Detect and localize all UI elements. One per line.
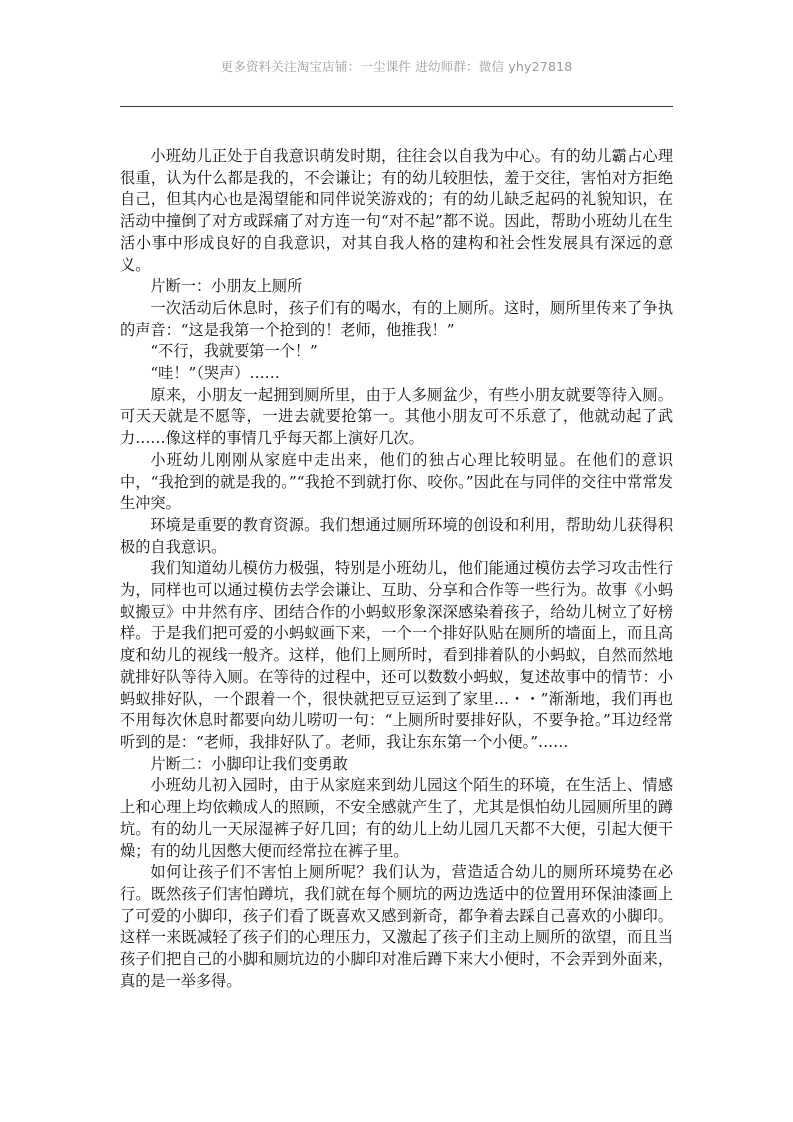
paragraph: 小班幼儿刚刚从家庭中走出来，他们的独占心理比较明显。在他们的意识中，“我抢到的就是我的。”“我抢不到就打你、咬你。”因此在与同伴的交往中常常发生冲突。: [120, 450, 673, 513]
paragraph: 如何让孩子们不害怕上厕所呢？我们认为，营造适合幼儿的厕所环境势在必行。既然孩子们害怕蹲坑，我们就在每个厕坑的两边选适中的位置用环保油漆画上了可爱的小脚印，孩子们看了既喜欢又感到新奇，都争着去踩自己喜欢的小脚印。这样一来既减轻了孩子们的心理压力，又激起了孩子们主动上厕所的欲望，而且当孩子们把自己的小脚和厕坑边的小脚印对准后蹲下来大小便时，不会弄到外面来，真的是一举多得。: [120, 863, 673, 990]
section-heading-1: 片断一：小朋友上厕所: [150, 277, 303, 296]
document-body: [120, 146, 673, 992]
page-header: 更多资料关注淘宝店铺：一尘课件 进幼师群：微信 yhy27818: [220, 59, 573, 74]
section-heading-2: 片断二：小脚印让我们变勇敢: [150, 754, 348, 773]
paragraph: 环境是重要的教育资源。我们想通过厕所环境的创设和利用，帮助幼儿获得积极的自我意识。: [120, 515, 673, 556]
paragraph-quote: “哇！”（哭声）……: [150, 364, 280, 383]
paragraph: 我们知道幼儿模仿力极强，特别是小班幼儿，他们能通过模仿去学习攻击性行为，同样也可以通过模仿去学会谦让、互助、分享和合作等一些行为。故事《小蚂蚁搬豆》中井然有序、团结合作的小蚂蚁形象深深感染着孩子，给幼儿树立了好榜样。于是我们把可爱的小蚂蚁画下来，一个一个排好队贴在厕所的墙面上，而且高度和幼儿的视线一般齐。这样，他们上厕所时，看到排着队的小蚂蚁，自然而然地就排好队等待入厕。在等待的过程中，还可以数数小蚂蚁，复述故事中的情节：小蚂蚁排好队，一个跟着一个，很快就把豆豆运到了家里…・・”渐渐地，我们再也不用每次休息时都要向幼儿唠叨一句：“上厕所时要排好队，不要争抢。”耳边经常听到的是：“老师，我排好队了。老师，我让东东第一个小便。”……: [120, 559, 673, 751]
header-divider: [120, 106, 673, 107]
paragraph-quote: “不行，我就要第一个！”: [150, 342, 318, 361]
paragraph: 小班幼儿初入园时，由于从家庭来到幼儿园这个陌生的环境，在生活上、情感上和心理上均依赖成人的照顾，不安全感就产生了，尤其是惧怕幼儿园厕所里的蹲坑。有的幼儿一天尿湿裤子好几回；有的幼儿上幼儿园几天都不大便，引起大便干燥；有的幼儿因憋大便而经常拉在裤子里。: [120, 776, 673, 860]
paragraph: 一次活动后休息时，孩子们有的喝水，有的上厕所。这时，厕所里传来了争执的声音：“这是我第一个抢到的！老师，他推我！”: [120, 298, 673, 339]
paragraph-intro: 小班幼儿正处于自我意识萌发时期，往往会以自我为中心。有的幼儿霸占心理很重，认为什么都是我的，不会谦让；有的幼儿较胆怯，羞于交往，害怕对方拒绝自己，但其内心也是渴望能和同伴说笑游戏的；有的幼儿缺乏起码的礼貌知识，在活动中撞倒了对方或踩痛了对方连一句“对不起”都不说。因此，帮助小班幼儿在生活小事中形成良好的自我意识，对其自我人格的建构和社会性发展具有深远的意义。: [120, 147, 673, 274]
paragraph: 原来，小朋友一起拥到厕所里，由于人多厕盆少，有些小朋友就要等待入厕。可天天就是不愿等，一进去就要抢第一。其他小朋友可不乐意了，他就动起了武力……像这样的事情几乎每天都上演好几次。: [120, 385, 673, 448]
